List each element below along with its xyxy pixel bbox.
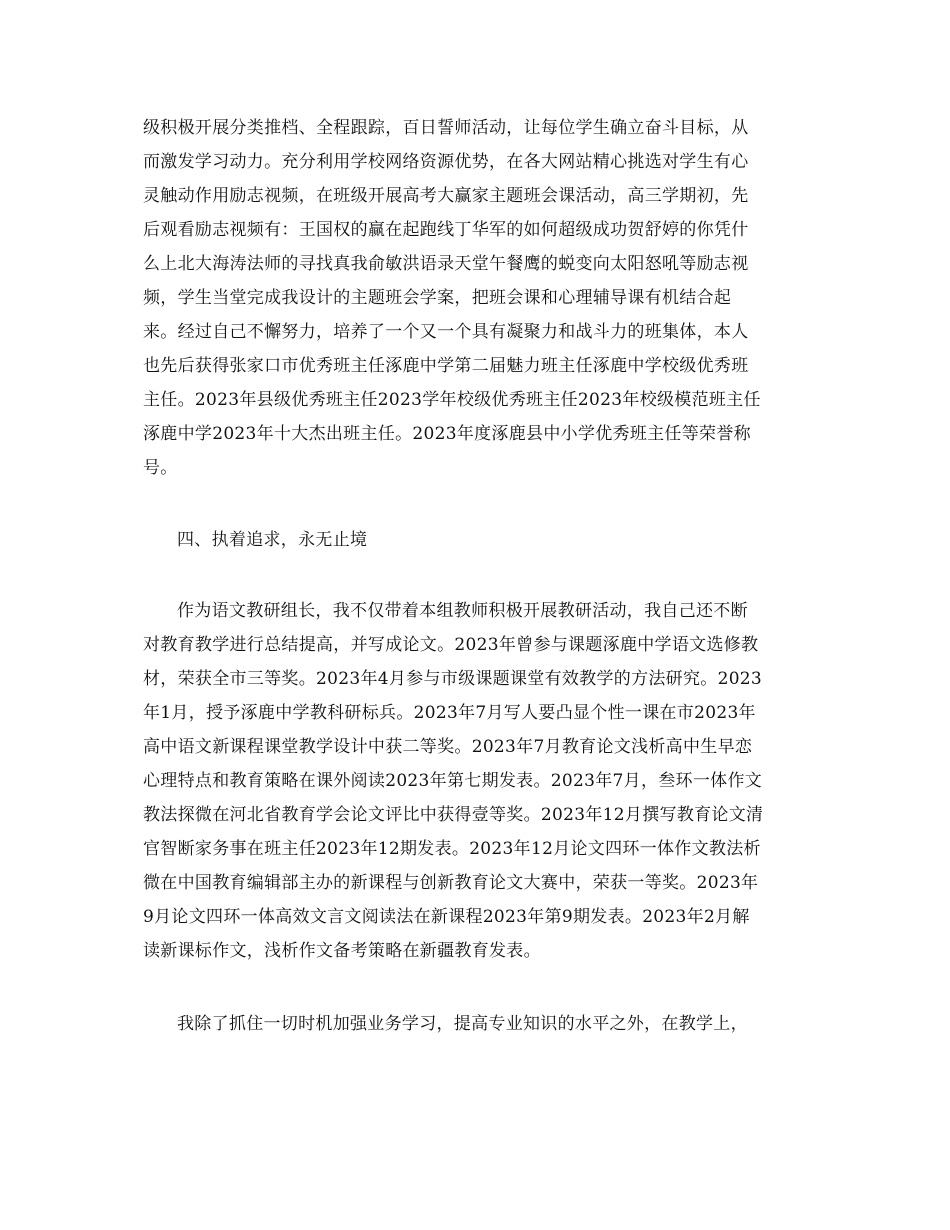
text-line: 涿鹿中学2023年十大杰出班主任。2023年度涿鹿县中小学优秀班主任等荣誉称 <box>143 424 751 444</box>
text-line: 级积极开展分类推档、全程跟踪，百日誓师活动，让每位学生确立奋斗目标，从 <box>143 118 749 138</box>
text-line: 微在中国教育编辑部主办的新课程与创新教育论文大赛中，荣获一等奖。2023年 <box>143 873 759 893</box>
text-line: 高中语文新课程课堂教学设计中获二等奖。2023年7月教育论文浅析高中生早恋 <box>143 737 753 757</box>
text-line: 材，荣获全市三等奖。2023年4月参与市级课题课堂有效教学的方法研究。2023 <box>143 669 763 689</box>
text-line: 后观看励志视频有：王国权的赢在起跑线丁华军的如何超级成功贺舒婷的你凭什 <box>143 220 749 240</box>
text-line: 9月论文四环一体高效文言文阅读法在新课程2023年第9期发表。2023年2月解 <box>143 907 750 927</box>
text-line: 也先后获得张家口市优秀班主任涿鹿中学第二届魅力班主任涿鹿中学校级优秀班 <box>143 356 749 376</box>
text-line: 作为语文教研组长，我不仅带着本组教师积极开展教研活动，我自己还不断 <box>177 601 748 621</box>
text-line: 读新课标作文，浅析作文备考策略在新疆教育发表。 <box>143 941 541 961</box>
text-line: 号。 <box>143 458 178 478</box>
text-line: 教法探微在河北省教育学会论文评比中获得壹等奖。2023年12月撰写教育论文清 <box>143 805 764 825</box>
text-line: 官智断家务事在班主任2023年12期发表。2023年12月论文四环一体作文教法析 <box>143 839 761 859</box>
text-line: 么上北大海涛法师的寻找真我俞敏洪语录天堂午餐鹰的蜕变向太阳怒吼等励志视 <box>143 254 749 274</box>
text-line: 主任。2023年县级优秀班主任2023学年校级优秀班主任2023年校级模范班主任 <box>143 390 761 410</box>
text-line: 心理特点和教育策略在课外阅读2023年第七期发表。2023年7月，叁环一体作文 <box>143 771 763 791</box>
text-line: 而激发学习动力。充分利用学校网络资源优势，在各大网站精心挑选对学生有心 <box>143 152 749 172</box>
text-line: 灵触动作用励志视频，在班级开展高考大赢家主题班会课活动，高三学期初，先 <box>143 186 749 206</box>
text-line: 年1月，授予涿鹿中学教科研标兵。2023年7月写人要凸显个性一课在市2023年 <box>143 703 756 723</box>
text-line: 来。经过自己不懈努力，培养了一个又一个具有凝聚力和战斗力的班集体，本人 <box>143 322 749 342</box>
text-line: 我除了抓住一切时机加强业务学习，提高专业知识的水平之外，在教学上， <box>177 1014 748 1034</box>
text-line: 对教育教学进行总结提高，并写成论文。2023年曾参与课题涿鹿中学语文选修教 <box>143 635 759 655</box>
text-line: 频，学生当堂完成我设计的主题班会学案，把班会课和心理辅导课有机结合起 <box>143 288 732 308</box>
section-heading: 四、执着追求，永无止境 <box>177 530 368 550</box>
